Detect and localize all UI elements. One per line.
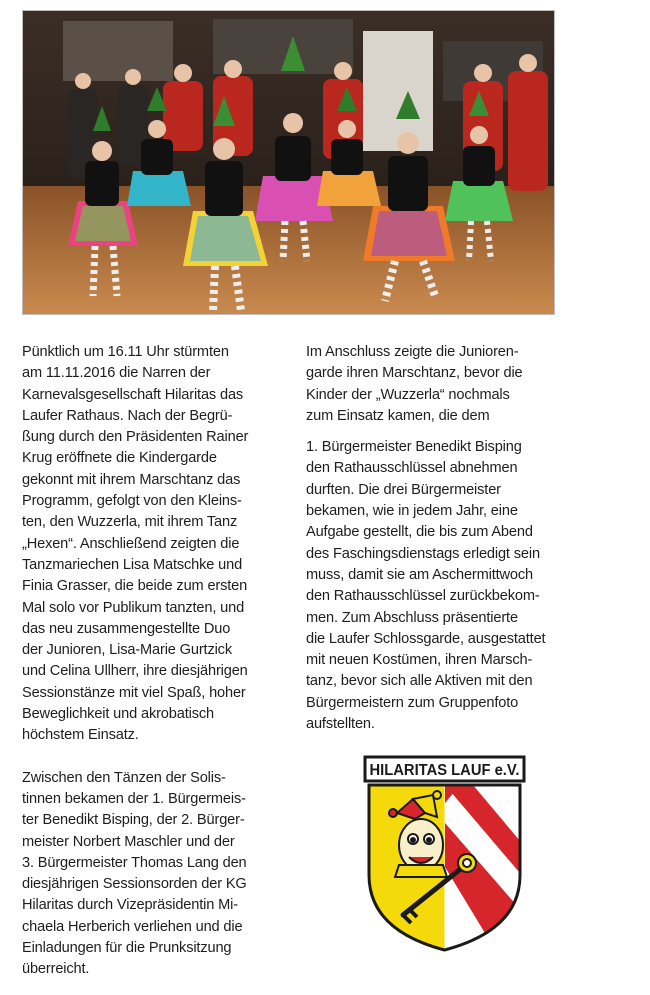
dance-photo	[22, 10, 555, 315]
text-line: garde ihren Marschtanz, bevor die	[306, 365, 523, 382]
text-line: der Junioren, Lisa-Marie Gurtzick	[22, 642, 232, 659]
text-line: gekonnt mit ihrem Marschtanz das	[22, 471, 241, 488]
text-line: des Faschingsdienstags erledigt sein	[306, 545, 540, 562]
text-line: am 11.11.2016 die Narren der	[22, 365, 211, 382]
text-line: Finia Grasser, die beide zum ersten	[22, 578, 248, 595]
text-line: Programm, gefolgt von den Kleins-	[22, 493, 242, 510]
text-line: bekamen, wie in jedem Jahr, eine	[306, 503, 518, 520]
article-column-right	[306, 342, 568, 735]
text-line: zum Einsatz kamen, die dem	[306, 407, 490, 424]
text-line: „Hexen“. Anschließend zeigten die	[22, 535, 240, 552]
text-line: Zwischen den Tänzen der Solis-	[22, 769, 226, 786]
jester-shield-logo	[363, 755, 526, 953]
text-line: Tanzmariechen Lisa Matschke und	[22, 556, 243, 573]
paragraph-4	[306, 437, 568, 735]
text-line: aufstellten.	[306, 716, 375, 733]
text-line: Pünktlich um 16.11 Uhr stürmten	[22, 344, 229, 360]
logo-text: HILARITAS LAUF e.V.	[369, 762, 520, 779]
text-line: den Rathausschlüssel abnehmen	[306, 460, 518, 477]
text-line: meister Norbert Maschler und der	[22, 833, 235, 850]
text-line: Sessionstänze mit viel Spaß, hoher	[22, 684, 246, 701]
text-line: Im Anschluss zeigte die Junioren-	[306, 344, 519, 360]
text-line: höchstem Einsatz.	[22, 727, 139, 744]
text-line: ßung durch den Präsidenten Rainer	[22, 429, 249, 446]
text-line: durften. Die drei Bürgermeister	[306, 481, 501, 498]
text-line: Karnevalsgesellschaft Hilaritas das	[22, 386, 244, 403]
text-line: und Celina Ullherr, ihre diesjährigen	[22, 663, 248, 680]
text-line: mit neuen Kostümen, ihren Marsch-	[306, 652, 533, 669]
text-line: Einladungen für die Prunksitzung	[22, 940, 232, 957]
text-line: Mal solo vor Publikum tanzten, und	[22, 599, 245, 616]
text-line: Kinder der „Wuzzerla“ nochmals	[306, 386, 510, 403]
text-line: 1. Bürgermeister Benedikt Bisping	[306, 439, 522, 456]
text-line: ter Benedikt Bisping, der 2. Bürger-	[22, 812, 245, 829]
text-line: überreicht.	[22, 961, 90, 978]
text-line: Beweglichkeit und akrobatisch	[22, 706, 214, 723]
paragraph-2	[22, 768, 284, 981]
text-line: men. Zum Abschluss präsentierte	[306, 609, 518, 626]
text-line: Laufer Rathaus. Nach der Begrü-	[22, 407, 233, 424]
text-line: Krug eröffnete die Kindergarde	[22, 450, 217, 467]
text-line: chaela Herberich verliehen und die	[22, 918, 243, 935]
text-line: Hilaritas durch Vizepräsidentin Mi-	[22, 897, 238, 914]
text-line: ten, den Wuzzerla, mit ihrem Tanz	[22, 514, 238, 531]
text-line: muss, damit sie am Aschermittwoch	[306, 566, 533, 583]
text-line: das neu zusammengestellte Duo	[22, 620, 231, 637]
paragraph-3	[306, 342, 568, 427]
text-line: 3. Bürgermeister Thomas Lang den	[22, 854, 247, 871]
text-line: den Rathausschlüssel zurückbekom-	[306, 588, 540, 605]
article-column-left	[22, 342, 284, 981]
text-line: diesjährigen Sessionsorden der KG	[22, 876, 247, 893]
text-line: die Laufer Schlossgarde, ausgestattet	[306, 630, 546, 647]
text-line: tinnen bekamen der 1. Bürgermeis-	[22, 790, 246, 807]
text-line: Bürgermeistern zum Gruppenfoto	[306, 694, 519, 711]
text-line: tanz, bevor sich alle Aktiven mit den	[306, 673, 533, 690]
paragraph-1	[22, 342, 284, 747]
text-line: Aufgabe gestellt, die bis zum Abend	[306, 524, 533, 541]
